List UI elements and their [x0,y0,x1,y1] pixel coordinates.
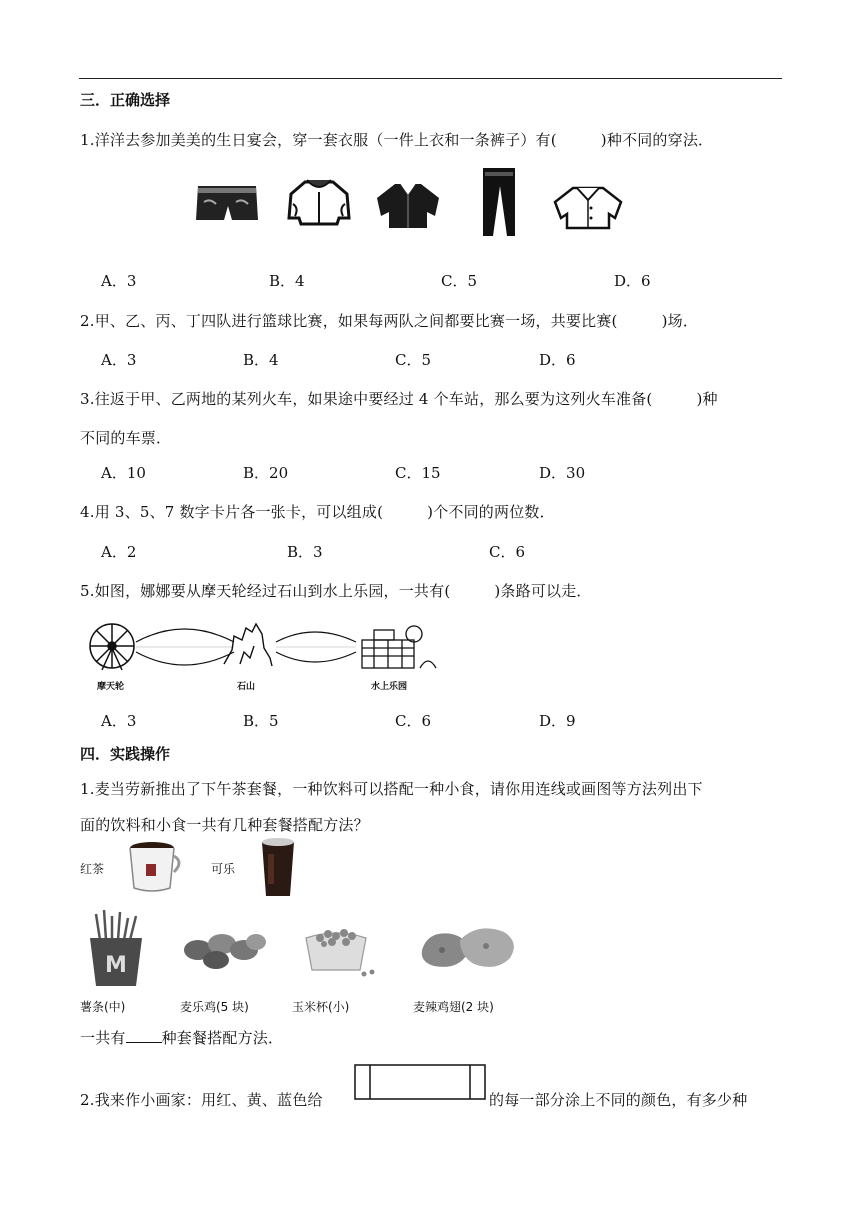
option[interactable]: B．3 [287,543,323,561]
route-lines [276,632,356,662]
question-text: 2.我来作小画家：用红、黄、蓝色给 [80,1091,323,1109]
option[interactable]: D．6 [614,272,651,290]
rock-icon [224,624,272,666]
shirt-icon [377,184,439,228]
question-text: 5.如图，娜娜要从摩天轮经过石山到水上乐园，一共有( [80,582,451,600]
question-text: )种不同的穿法． [600,131,714,149]
header-rule [79,78,782,79]
question-text: 1.麦当劳新推出了下午茶套餐，一种饮料可以搭配一种小食，请你用连线或画图等方法列出下 [80,780,703,798]
question-text-line2: 不同的车票． [80,429,172,447]
question-text: 3.往返于甲、乙两地的某列火车，如果途中要经过 4 个车站，那么要为这列火车准备( [80,390,653,408]
question-text: )场． [661,312,699,330]
option[interactable]: B．20 [243,464,289,482]
answer-blank[interactable] [126,1028,162,1043]
shorts-icon [196,186,258,220]
question-text: 的每一部分涂上不同的颜色，有多少种 [489,1091,748,1109]
question-text: 面的饮料和小食一共有几种套餐搭配方法？ [80,816,369,834]
question-3 [80,388,718,409]
corn-cup-icon [300,918,380,980]
jacket-icon [289,180,349,224]
nuggets-icon [178,928,272,974]
question-5 [80,580,592,601]
option[interactable]: D．6 [539,351,576,369]
color-box-figure [354,1064,486,1100]
question-text: 2.甲、乙、丙、丁四队进行篮球比赛，如果每两队之间都要比赛一场，共要比赛( [80,312,618,330]
option[interactable]: C．5 [395,351,432,369]
option[interactable]: A．3 [101,712,137,730]
option[interactable]: B．4 [269,272,305,290]
question-text: )个不同的两位数． [427,503,555,521]
route-lines [136,629,234,665]
question-1 [80,129,713,150]
question-2 [80,310,698,331]
question-text: 4.用 3、5、7 数字卡片各一张卡，可以组成( [80,503,384,521]
option[interactable]: C．15 [395,464,441,482]
tea-cup-icon [124,838,184,896]
option[interactable]: A．2 [101,543,137,561]
snack-label: 薯条(中) [80,1000,126,1014]
answer-line [80,1027,283,1048]
drink-label: 红茶 [80,862,105,876]
option[interactable]: C．6 [489,543,526,561]
shirt-icon [555,188,621,228]
question-text: 1.洋洋去参加美美的生日宴会，穿一套衣服（一件上衣和一条裤子）有( [80,131,557,149]
question-text: 一共有 [80,1029,126,1047]
option[interactable]: B．4 [243,351,279,369]
drink-label: 可乐 [211,862,236,876]
water-park-icon [362,626,436,668]
question-text: 种套餐搭配方法． [161,1029,284,1047]
option[interactable]: C．6 [395,712,432,730]
place-label: 石山 [237,682,256,692]
ferris-wheel-icon [90,624,134,670]
route-diagram [84,618,444,676]
snack-label: 麦乐鸡(5 块) [180,1000,249,1014]
question-text: )种 [696,390,718,408]
chicken-wings-icon [416,920,522,976]
option[interactable]: C．5 [441,272,478,290]
snack-label: 麦辣鸡翅(2 块) [413,1000,494,1014]
question-text: )条路可以走． [494,582,592,600]
pants-icon [483,168,515,236]
option[interactable]: D．9 [539,712,576,730]
clothes-images [190,168,640,242]
option[interactable]: D．30 [539,464,586,482]
svg-text:M: M [105,953,127,978]
place-label: 摩天轮 [97,682,125,692]
option[interactable]: A．3 [101,351,137,369]
question-4 [80,501,555,522]
option[interactable]: A．10 [101,464,146,482]
snack-label: 玉米杯(小) [292,1000,350,1014]
fries-icon [86,910,146,988]
section-title: 四．实践操作 [80,745,171,763]
option[interactable]: A．3 [101,272,137,290]
option[interactable]: B．5 [243,712,279,730]
cola-cup-icon [258,834,298,900]
section-title: 三．正确选择 [80,91,171,109]
place-label: 水上乐园 [371,682,408,692]
